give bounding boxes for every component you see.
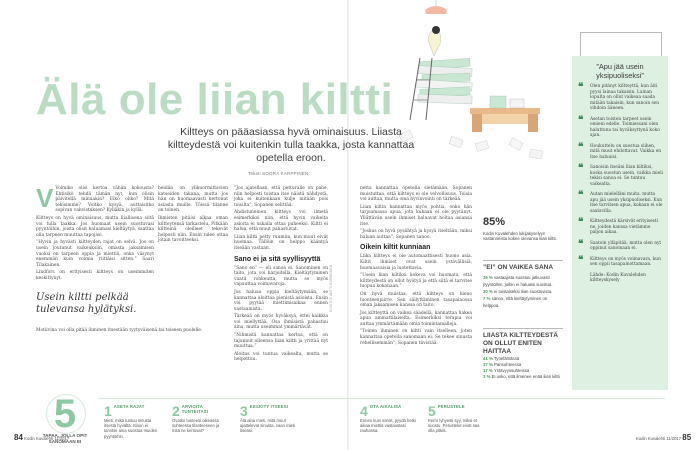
body-paragraph: Kiltteys on hyvä ominaisuus, mutta liiallisena siitä voi tulla taakka. Jos huomaat usein suostuvasi pyyntöihin, joista olisit haluamasi kieltäytyä, saattaa olla tarpeen muuttaa tapojasi.: [36, 215, 154, 238]
sidebar-quote: ❝ Asetan toisten tarpeet usein omieni edelle. Toimiessani olen haluttuna tai hyväksyttynä koko ajan.: [578, 114, 660, 138]
body-paragraph: Liika kiltteys ei ole automaattisesti huono asia. Kiltit ihmiset ovat usein ystävällisiä, huomaavaisia ja luotettavia.: [360, 254, 472, 271]
tip-text: Kerro lyhyesti syy, miksi et suostu. Perustelut eivät saa olla pitkiä.: [428, 418, 480, 434]
quote-mark-icon: ❝: [578, 114, 584, 126]
sidebar-source: Lähde: Kodin Kuvalehden kiltteyskysely: [590, 272, 646, 283]
divider: [483, 328, 563, 329]
stat-item: 30 % ei toistaiseksi liian suostuvista.: [483, 289, 553, 294]
page-number: 84: [14, 433, 23, 442]
tip-title: ASETA RAJAT: [113, 404, 145, 409]
body-paragraph: On hyvä muistaa, että kiltteys on hieno luonteenpiirre. Sen säilyttäminen tasapainossa oman jaksamisen kanssa on taito.: [360, 291, 472, 309]
body-paragraph: Aloitus voi tuntua vaikealta, mutta se helpottuu.: [234, 351, 328, 363]
subheading: Oikein kiltit kunniaan: [360, 244, 431, 252]
tip-text: Mieti, mikä tuntuu sinusta itsestä hyvältä. Sinun ei tarvitse aina suostua muiden pyyntöihin.: [104, 418, 158, 439]
body-paragraph: Jos kiltteyttä on vaikea säädellä, kannattaa hakea apua ammattilaiselta. Esimerkiksi terapia voi auttaa ymmärtämään omia toimintamalleja.: [360, 310, 472, 327]
headline: Älä ole liian kiltti: [36, 75, 394, 124]
body-paragraph: ”Nihmistä kannattaa kertoa, että on tajunnut olleensa liian kiltti ja yrittää nyt muuttua.”: [234, 333, 328, 350]
sidebar-quote: ❝ Saatoin ylläpitää, mutta olen nyt oppinut sanomaan ei.: [578, 238, 662, 251]
body-paragraph: Jos haluaa oppia kieltäytymään, se kannattaa aloittaa pienistä asioista. Ensin voi pyytää miettimisaikaa ennen vastaamista.: [234, 289, 328, 312]
body-column-4: [360, 186, 472, 348]
tip-item: [240, 404, 296, 434]
quote-mark-icon: ❝: [578, 163, 584, 174]
body-paragraph: heidän on ylikuormittavien katseiden takana, mutta jos hän on huomaavasti kertonut asiasta muille. Töissä tilanne on toinen.: [158, 186, 228, 214]
sidebar-quote: ❝ Kiltteydestä kärsivät erityisesti ne, joiden kanssa vietämme paljon aikaa.: [578, 217, 658, 235]
quote-mark-icon: ❝: [578, 190, 584, 201]
magazine-issue: Kodin Kuvalehti 11/2017: [24, 436, 70, 441]
stat-list: [483, 274, 563, 309]
tip-number: 1: [104, 403, 112, 419]
illustration-credit: KUVITUS ANTTI KORHONEN: [329, 264, 333, 312]
stat-heading: ”EI” ON VAIKEA SANA: [483, 264, 554, 271]
body-paragraph: Ihmisten pitäisi alkaa oman kiltteytensä tarkastelu. Pitkään kiltteinä oleilleet tekevät helposti niin. Ensin tulee ottaa jotain tavoitteeksi.: [158, 215, 228, 244]
quote-mark-icon: ❝: [578, 238, 584, 250]
body-paragraph: Liian kiltti petty ruumiin, kun muut eivät huomaa. Tällöin on helppo kääntyä itseään vastaan.: [234, 234, 328, 251]
folio-right: [636, 433, 691, 442]
stat-heading: LIIASTA KILTTEYDESTÄ ON OLLUT ENITEN HAITTAA: [483, 332, 558, 355]
stat-percentage: 85%: [483, 216, 506, 228]
body-column-2: [36, 328, 226, 336]
sidebar-quote: ❝ Autan mielelläni muita, mutta apu jää usein yksipuoliseksi. Kun itse tarvitsen apua, kukaan ei ole saatavilla.: [578, 190, 663, 214]
stat-item: 37 % Parisuhteessa: [483, 362, 522, 367]
stat-description: Kodin Kuvalehden lukijakyselyyn vastanneista kokee olevansa liian kiltti.: [483, 231, 557, 242]
subheading: Sano ei ja sitä syyllisyyttä: [234, 255, 321, 263]
page-number: 85: [682, 433, 692, 442]
body-column-3: [234, 186, 328, 365]
quote-mark-icon: ❝: [578, 254, 584, 266]
decorative-ring: [46, 394, 86, 434]
quote-mark-icon: ❝: [578, 217, 584, 228]
body-column-1: [36, 183, 154, 284]
sidebar-frame: [580, 32, 662, 56]
quote-mark-icon: ❝: [578, 141, 584, 153]
sidebar-quote: ❝ Sanoisin itseäni liian kiltiksi, koska suostun usein, vaikka mieli tekisi sanoa ei. Se tuntuu vaikealta.: [578, 163, 663, 187]
folio-left: [14, 433, 69, 442]
body-column-2b: [158, 186, 228, 246]
body-paragraph: netta kannattaa opetella sietämään. Sopanen muistuttaa, että kiltteys ei ole velvollisuus. Toisia voi auttaa, mutta oma hyvinvointi on tärkeää.: [360, 186, 472, 203]
divider: [483, 260, 563, 261]
pull-quote: Usein kiltti pelkää tulevansa hylätyksi.: [36, 292, 137, 315]
tip-title: KESKITY ITSEESI: [249, 404, 289, 409]
body-paragraph: Liian kiltin kannattaa myös pohtia, onko hän tarjoamassa apua, jota kukaan ei ole pyytänyt. Yllättävän usein ihmiset haluavat hoitaa asiansa itse.: [360, 204, 472, 227]
tip-number: 2: [172, 403, 180, 419]
lede: Kiltteys on pääasiassa hyvä ominaisuus. Liiasta kiltteydestä voi kuitenkin tulla taakka, josta kannattaa opetella eroon.: [167, 126, 415, 164]
body-paragraph: Tärkeää on myös hyväksyä, ettei kaikkia voi miellyttää. Osa ihmisistä pahastuu aina, mutta useimmat ymmärtävät.: [234, 314, 328, 331]
tip-item: [428, 404, 484, 434]
tip-item: [172, 404, 228, 434]
stat-item: 17 % Ystävyyssuhteissa: [483, 368, 530, 373]
stat-item: 7 % sanoo, että kieltäytyminen on helppoa.: [483, 296, 548, 308]
tip-text: Ovatko tunteesi oikeassa suhteessa tilanteeseen ja mitä ne kertovat?: [172, 418, 220, 434]
stat-item: 41 % Työelämässä: [483, 356, 520, 361]
tip-title: OTA AIKALISÄ: [369, 404, 402, 409]
tip-number: 5: [428, 403, 436, 419]
sidebar-quote: ❝ Kiltteys on myös voimavara, kun sen oppii tasapainottamaan.: [578, 254, 661, 267]
quote-sidebar: [572, 56, 668, 390]
page-gutter: [347, 0, 349, 450]
body-paragraph: ”Jos ajatellaan, että petturalle on pahe, niin helposti toistaa itse näistä nähdystä, joka ei kuitenkaan kulje mitään pois toisilta”, Sopanen selittää.: [234, 186, 328, 208]
sidebar-quote: ❝ Olen pitänyt kiltteyttä, kun äiti pyysi lainaa takaisin. Lainan lopulta on ollut vaikeaa saada mitään takaisin, kun sanoin sen vihdoin ääneen.: [578, 82, 659, 111]
tip-title: ARVIOITA TUNTEITASI: [181, 404, 209, 415]
body-paragraph: ”Hyvin ja hyvästi kiltteyden rajat on selvä. Jos on usein joutunut vaikeuksiin, omasta jaksamisen vuoksi on tarpeen oppia ja miettiä, onko väsynyt enemmän kuin voimia riittäisi sitten.” Saari Tilakainen.: [36, 240, 154, 268]
tip-number: 4: [360, 403, 368, 419]
tip-text: Ennen kuin sanot, pyydä hetki aikaa miettiä vastaustasi rauhassa.: [360, 418, 416, 434]
tips-label: TAPAA, JOLLA OPIT SANOMAAN EI: [42, 433, 88, 444]
tip-title: PERUSTELE: [437, 404, 465, 409]
body-paragraph: Motiivina voi olla pitää ihminen itsestään tyytyväisenä tai toiseen puolelle.: [36, 328, 203, 333]
body-paragraph: Voimiko olisi kertoa vähän kokousta? Ehtisikö tehdä tämän nyt, kun olisin päivitellä minuakin? Eikö oliko? Mitä tekisimme? Voitko kysyä, auttaisitko sopivan vahvistuksen? Kylläkin ja kyllä.: [55, 186, 154, 214]
tips-count: 5: [53, 392, 77, 436]
quote-mark-icon: ❝: [578, 82, 584, 93]
body-paragraph: Ahdistuneinen kiltteys voi ilmetä esimerkiksi niin, että hyvin vaikeita asioita ei uskalla ottaa puheeksi. Kiltti ei halua, että muut pahastuvat.: [234, 210, 328, 233]
sidebar-quote-list: [578, 84, 664, 289]
stat-list: [483, 356, 563, 380]
drop-cap: V: [36, 183, 54, 213]
sidebar-quote: ❝ Houkuttelu on suostua siihen, mitä muut ehdottavat. Vaikka en itse haluaisi.: [578, 141, 662, 160]
tip-text: Älä aina mieti, mitä muut ajattelevat sinusta, vaan mieti itseäsi.: [240, 418, 295, 434]
tip-item: [104, 404, 160, 439]
stat-item: 36 % vastaajista suostuu jatkuvasti pyyntöihin, joihin ei haluaisi suostua.: [483, 275, 553, 287]
body-paragraph: ”Joskus on hyvä pysähtyä ja kysyä itseltään, miksi haluan auttaa”, Sopanen sanoo.: [360, 229, 472, 240]
body-paragraph: ”Usein liian kiltiksi kokeva voi huomata, että kiltteydestä on ollut hyötyä ja että siitä ei tarvitse luopua kokonaan.”: [360, 273, 472, 290]
magazine-issue: Kodin Kuvalehti 11/2017: [636, 436, 682, 441]
tip-number: 3: [240, 403, 248, 419]
body-paragraph: ”Toinen ihminen on kiltti vain itselleen, joten kannattaa opetella sanomaan ei. Se tekee sinusta rehellisemmän”, Sopanen tiivistää.: [360, 329, 472, 346]
tip-item: [360, 404, 416, 434]
byline: Teksti SOORA KARPPINEN: [248, 171, 309, 176]
stat-item: 3 % Ei usko, että ilmenee enää liian kiltti: [483, 374, 560, 379]
body-paragraph: Lindfors on erityisesti kiltteys on useimmiten keskittynyt.: [36, 270, 154, 281]
sidebar-title: ”Apu jää usein yksipuoliseksi”: [596, 62, 644, 80]
body-paragraph: ”Sano en” — eli sanoa ei. Sanominen on taito, jota voi harjoitella. Kieltäytyminen vaatii rohkeutta, mutta se myös vapauttaa voimavaroja.: [234, 265, 328, 288]
